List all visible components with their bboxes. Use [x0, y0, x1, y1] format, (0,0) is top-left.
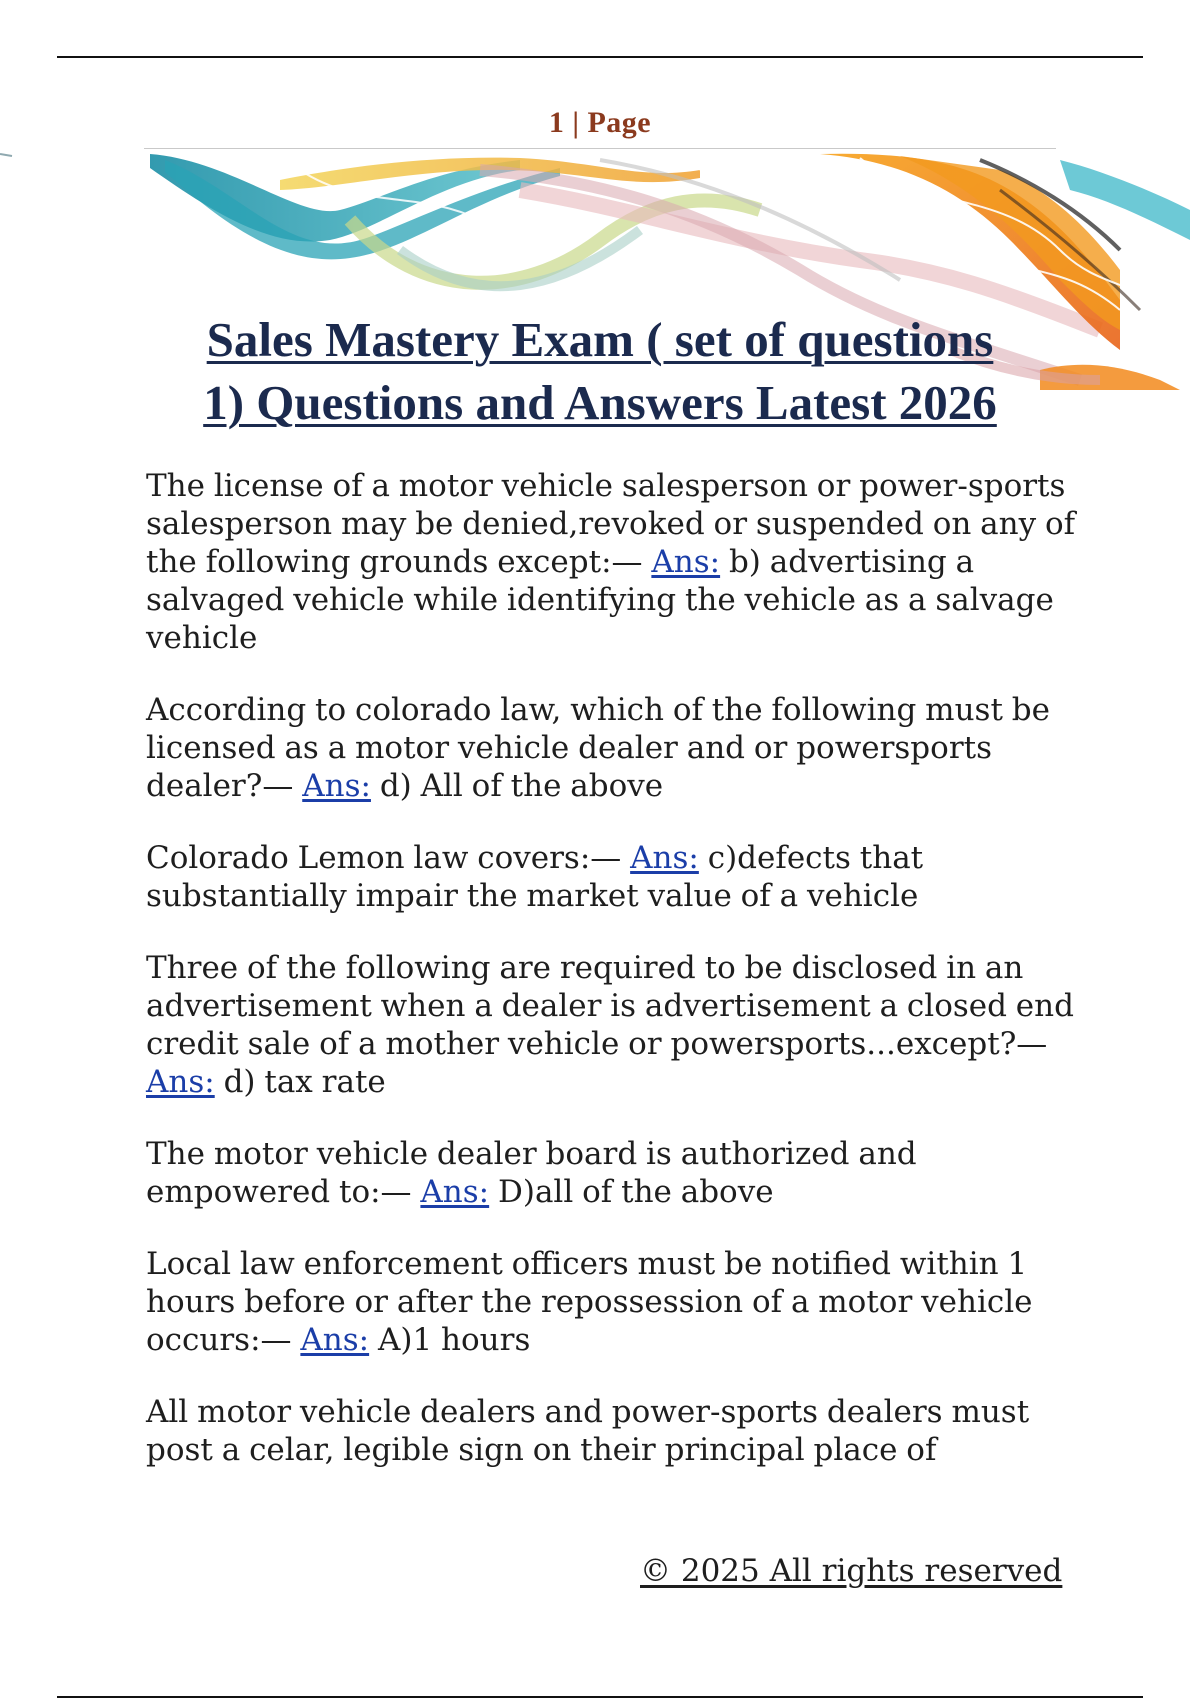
answer-text: d) tax rate: [223, 1064, 386, 1100]
page-header: [0, 106, 1200, 140]
trailing-question-text: All motor vehicle dealers and power-sports dealers must post a celar, legible sign on their principal place of: [146, 1394, 1030, 1468]
answer-text: d) All of the above: [379, 768, 664, 804]
question-text: Colorado Lemon law covers:—: [146, 840, 622, 876]
question-text: Local law enforcement officers must be notified within 1 hours before or after the repossession of a motor vehicle occurs:—: [146, 1246, 1033, 1358]
answer-text: c)defects that substantially impair the market value of a vehicle: [146, 840, 924, 914]
page-separator: |: [572, 106, 580, 139]
question-text: The motor vehicle dealer board is authorized and empowered to:—: [146, 1136, 917, 1210]
qa-item: [146, 949, 1086, 1101]
answer-link[interactable]: Ans:: [146, 1064, 215, 1100]
document-title: [100, 308, 1100, 434]
answer-link[interactable]: Ans:: [420, 1174, 490, 1210]
qa-list: [146, 467, 1086, 1503]
question-text: Three of the following are required to be disclosed in an advertisement when a dealer is advertisement a closed end credit sale of a mother vehicle or powersports...except?—: [146, 950, 1074, 1062]
title-line-2: 1) Questions and Answers Latest 2026: [203, 375, 997, 430]
answer-link[interactable]: Ans:: [300, 1322, 370, 1358]
qa-item: [146, 691, 1086, 805]
copyright-footer: © 2025 All rights reserved: [640, 1553, 1063, 1589]
qa-item: [146, 1245, 1086, 1359]
qa-item: [146, 839, 1086, 915]
question-text: The license of a motor vehicle salesperson or power-sports salesperson may be denied,revoked or suspended on any of the following grounds except:—: [146, 468, 1076, 580]
answer-text: D)all of the above: [498, 1174, 774, 1210]
qa-item: [146, 1135, 1086, 1211]
answer-text: A)1 hours: [377, 1322, 531, 1358]
qa-item: [146, 467, 1086, 657]
header-divider: [144, 148, 1056, 149]
answer-text: b) advertising a salvaged vehicle while identifying the vehicle as a salvage vehicle: [146, 544, 1054, 656]
answer-link[interactable]: Ans:: [651, 544, 721, 580]
page-label: Page: [587, 106, 652, 139]
question-text: According to colorado law, which of the following must be licensed as a motor vehicle dealer and or powersports dealer?—: [146, 692, 1050, 804]
answer-link[interactable]: Ans:: [630, 840, 699, 876]
title-line-1: Sales Mastery Exam ( set of questions: [206, 312, 994, 367]
page-number: 1: [548, 106, 565, 139]
bottom-rule: [57, 1696, 1143, 1698]
top-rule: [57, 56, 1143, 58]
answer-link[interactable]: Ans:: [302, 768, 371, 804]
